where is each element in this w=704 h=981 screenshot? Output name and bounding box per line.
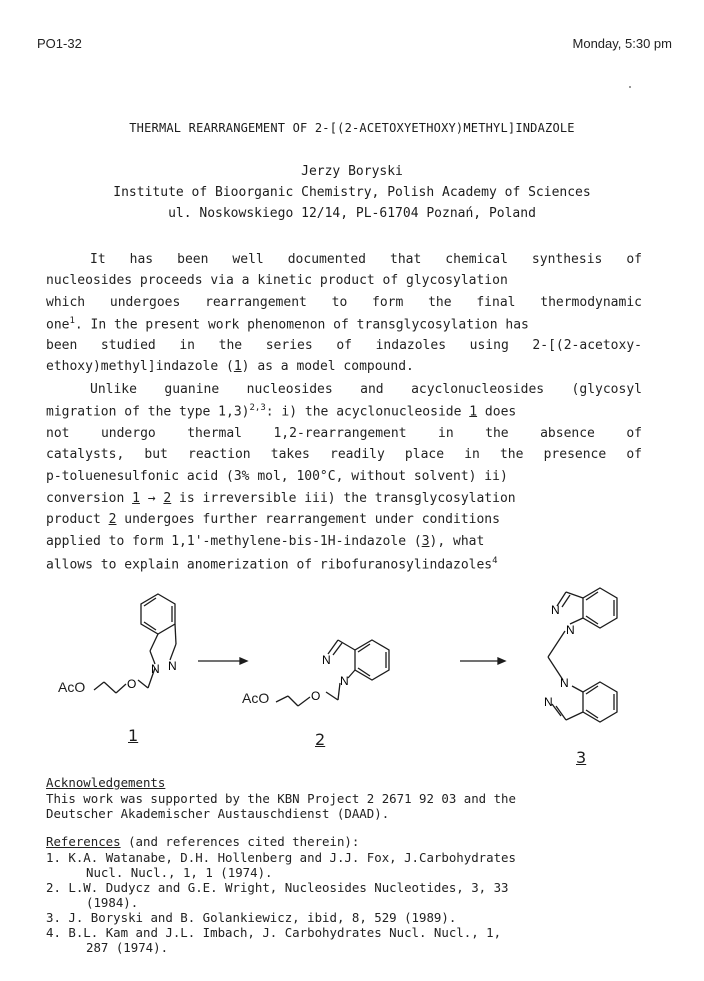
compound-ref: 1 — [132, 491, 140, 506]
benzene-ring — [583, 682, 617, 722]
reference-item: 1. K.A. Watanabe, D.H. Hollenberg and J.J. Fox, J.Carbohydrates — [46, 850, 516, 865]
reaction-scheme — [0, 580, 704, 780]
paper-title: THERMAL REARRANGEMENT OF 2-[(2-ACETOXYETHOXY)METHYL]INDAZOLE — [129, 121, 575, 135]
reference-item: 4. B.L. Kam and J.L. Imbach, J. Carbohydrates Nucl. Nucl., 1, — [46, 925, 502, 940]
p1-line: one$^1$. In the present work phenomenon of transglycosylation has — [46, 316, 529, 333]
p2-line: Unlike guanine nucleosides and acyclonucleosides (glycosyl — [90, 382, 642, 397]
p2-line: applied to form 1,1'-methylene-bis-1H-indazole (3), what — [46, 534, 485, 549]
p2-line: catalysts, but reaction takes readily place in the presence of — [46, 447, 642, 462]
p1-line: nucleosides proceeds via a kinetic product of glycosylation — [46, 273, 508, 288]
nitrogen-label: N — [168, 659, 177, 673]
reference-item: 3. J. Boryski and B. Golankiewicz, ibid, 8, 529 (1989). — [46, 910, 457, 925]
acetoxy-group: AcO — [58, 679, 86, 695]
reaction-arrow: → — [147, 491, 156, 506]
acknowledgements-heading: Acknowledgements — [46, 775, 166, 790]
p2-line: conversion 1 → 2 is irreversible iii) the transglycosylation — [46, 491, 516, 506]
citation-4: 4 — [492, 556, 498, 566]
reference-item-cont: 287 (1974). — [86, 940, 169, 955]
p2-line: product 2 undergoes further rearrangement under conditions — [46, 512, 500, 527]
citation-1: 1 — [69, 316, 75, 326]
acetoxy-group: AcO — [242, 690, 270, 706]
session-code: PO1-32 — [37, 36, 82, 51]
reference-item-cont: Nucl. Nucl., 1, 1 (1974). — [86, 865, 273, 880]
compound-label-2: 2 — [315, 730, 326, 749]
nitrogen-label: N — [340, 674, 349, 688]
compound-label-3: 3 — [576, 748, 587, 767]
p1-line: been studied in the series of indazoles using 2-[(2-acetoxy- — [46, 338, 642, 353]
nitrogen-label: N — [544, 695, 553, 709]
oxygen-label: O — [311, 689, 321, 703]
author-address: ul. Noskowskiego 12/14, PL-61704 Poznań, Poland — [168, 206, 536, 221]
p2-line: allows to explain anomerization of ribofuranosylindazoles$^4$ — [46, 556, 498, 573]
compound-label-1: 1 — [128, 726, 139, 745]
session-time: Monday, 5:30 pm — [572, 36, 672, 51]
p1-line: ethoxy)methyl]indazole (1) as a model compound. — [46, 359, 414, 374]
oxygen-label: O — [127, 677, 137, 691]
acknowledgements-text: This work was supported by the KBN Project 2 2671 92 03 and the — [46, 791, 516, 806]
speck — [629, 86, 631, 88]
author-name: Jerzy Boryski — [301, 164, 403, 179]
p1-line: which undergoes rearrangement to form the final thermodynamic — [46, 295, 642, 310]
benzene-ring — [583, 588, 617, 628]
references-heading: References (and references cited therein): — [46, 834, 360, 849]
benzene-ring — [141, 594, 175, 634]
acknowledgements-text: Deutscher Akademischer Austauschdienst (DAAD). — [46, 806, 390, 821]
nitrogen-label: N — [560, 676, 569, 690]
benzene-ring — [355, 640, 389, 680]
reference-item-cont: (1984). — [86, 895, 139, 910]
reference-item: 2. L.W. Dudycz and G.E. Wright, Nucleosides Nucleotides, 3, 33 — [46, 880, 509, 895]
compound-ref: 1 — [233, 359, 242, 374]
nitrogen-label: N — [551, 603, 560, 617]
p1-line: It has been well documented that chemical synthesis of — [90, 252, 642, 267]
nitrogen-label: N — [322, 653, 331, 667]
citation-2-3: 2,3 — [249, 403, 266, 413]
nitrogen-label: N — [151, 662, 160, 676]
nitrogen-label: N — [566, 623, 575, 637]
compound-ref: 2 — [108, 512, 117, 527]
p2-line: p-toluenesulfonic acid (3% mol, 100°C, without solvent) ii) — [46, 469, 508, 484]
p2-line: migration of the type 1,3)$^{2,3}$: i) the acyclonucleoside 1 does — [46, 403, 517, 420]
compound-ref: 2 — [163, 491, 172, 506]
compound-ref: 1 — [469, 404, 478, 420]
p2-line: not undergo thermal 1,2-rearrangement in the absence of — [46, 426, 642, 441]
author-affiliation: Institute of Bioorganic Chemistry, Polish Academy of Sciences — [113, 185, 591, 200]
compound-ref: 3 — [421, 534, 430, 549]
